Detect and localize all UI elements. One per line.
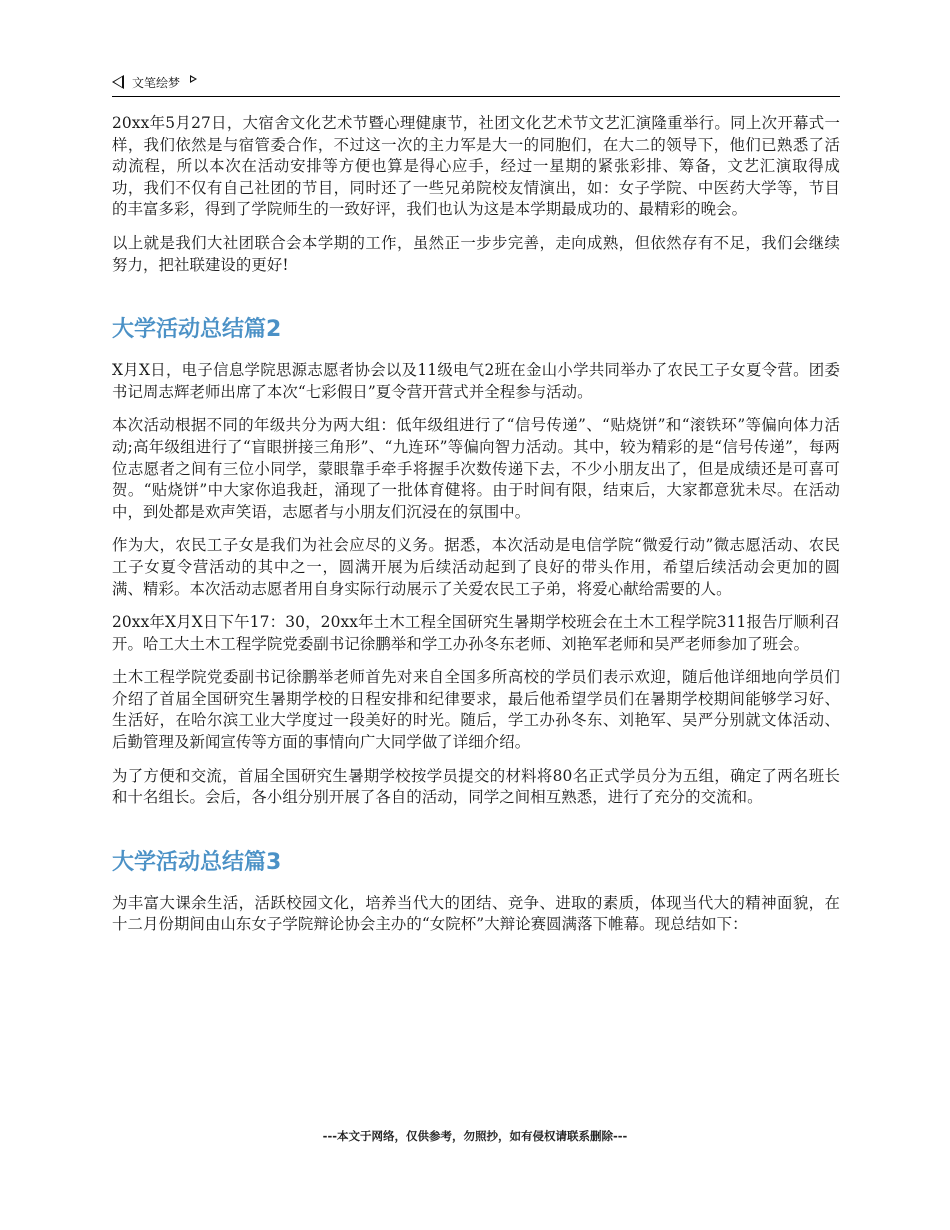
header-brand: 文笔绘梦 [132, 75, 181, 90]
paragraph: 20xx年X月X日下午17：30，20xx年土木工程全国研究生暑期学校班会在土木工程学院311报告厅顺利召开。哈工大土木工程学院党委副书记徐鹏举和学工办孙冬东老师、刘艳军老师和吴严老师参加了班会。 [112, 613, 840, 653]
paragraph: X月X日，电子信息学院思源志愿者协会以及11级电气2班在金山小学共同举办了农民工子女夏令营。团委书记周志辉老师出席了本次“七彩假日”夏令营开营式并全程参与活动。 [112, 361, 840, 401]
paragraph: 本次活动根据不同的年级共分为两大组：低年级组进行了“信号传递”、“贴烧饼”和“滚铁环”等偏向体力活动;高年级组进行了“盲眼拼接三角形”、“九连环”等偏向智力活动。其中，较为精彩的是“信号传递”，每两位志愿者之间有三位小同学，蒙眼靠手牵手将握手次数传递下去，不少小朋友出了，但是成绩还是可喜可贺。“贴烧饼”中大家你追我赶，涌现了一批体育健将。由于时间有限，结束后，大家都意犹未尽。在活动中，到处都是欢声笑语，志愿者与小朋友们沉浸在的氛围中。 [112, 416, 840, 521]
document-body [112, 113, 840, 936]
page-header [112, 70, 840, 97]
paragraph: 为丰富大课余生活，活跃校园文化，培养当代大的团结、竞争、进取的素质，体现当代大的精神面貌，在十二月份期间由山东女子学院辩论协会主办的“女院杯”大辩论赛圆满落下帷幕。现总结如下： [112, 893, 840, 934]
paragraph: 作为大，农民工子女是我们为社会应尽的义务。据悉，本次活动是电信学院“微爱行动”微志愿活动、农民工子女夏令营活动的其中之一，圆满开展为后续活动起到了良好的带头作用，希望后续活动会更加的圆满、精彩。本次活动志愿者用自身实际行动展示了关爱农民工子弟，将爱心献给需要的人。 [112, 536, 840, 598]
triangle-right-icon [190, 75, 197, 83]
document-page [112, 70, 840, 948]
paragraph: 土木工程学院党委副书记徐鹏举老师首先对来自全国多所高校的学员们表示欢迎，随后他详细地向学员们介绍了首届全国研究生暑期学校的日程安排和纪律要求，最后他希望学员们在暑期学校期间能够学习好、生活好，在哈尔滨工业大学度过一段美好的时光。随后，学工办孙冬东、刘艳军、吴严分别就文体活动、后勤管理及新闻宣传等方面的事情向广大同学做了详细介绍。 [112, 668, 840, 752]
section-heading: 大学活动总结篇3 [112, 849, 282, 875]
paragraph: 20xx年5月27日，大宿舍文化艺术节暨心理健康节，社团文化艺术节文艺汇演隆重举行。同上次开幕式一样，我们依然是与宿管委合作，不过这一次的主力军是大一的同胞们，在大二的领导下，他们已熟悉了活动流程，所以本次在活动安排等方便也算是得心应手，经过一星期的紧张彩排、筹备，文艺汇演取得成功，我们不仅有自己社团的节目，同时还了一些兄弟院校友情演出，如：女子学院、中医药大学等，节目的丰富多彩，得到了学院师生的一致好评，我们也认为这是本学期最成功的、最精彩的晚会。 [112, 114, 840, 219]
paragraph: 以上就是我们大社团联合会本学期的工作，虽然正一步步完善，走向成熟，但依然存有不足，我们会继续努力，把社联建设的更好! [112, 233, 840, 274]
triangle-left-icon [112, 75, 124, 89]
section-heading: 大学活动总结篇2 [112, 317, 282, 343]
page-footer: ---本文于网络，仅供参考，勿照抄，如有侵权请联系删除--- [322, 1129, 628, 1143]
paragraph: 为了方便和交流，首届全国研究生暑期学校按学员提交的材料将80名正式学员分为五组，确定了两名班长和十名组长。会后，各小组分别开展了各自的活动，同学之间相互熟悉，进行了充分的交流和。 [112, 766, 840, 807]
